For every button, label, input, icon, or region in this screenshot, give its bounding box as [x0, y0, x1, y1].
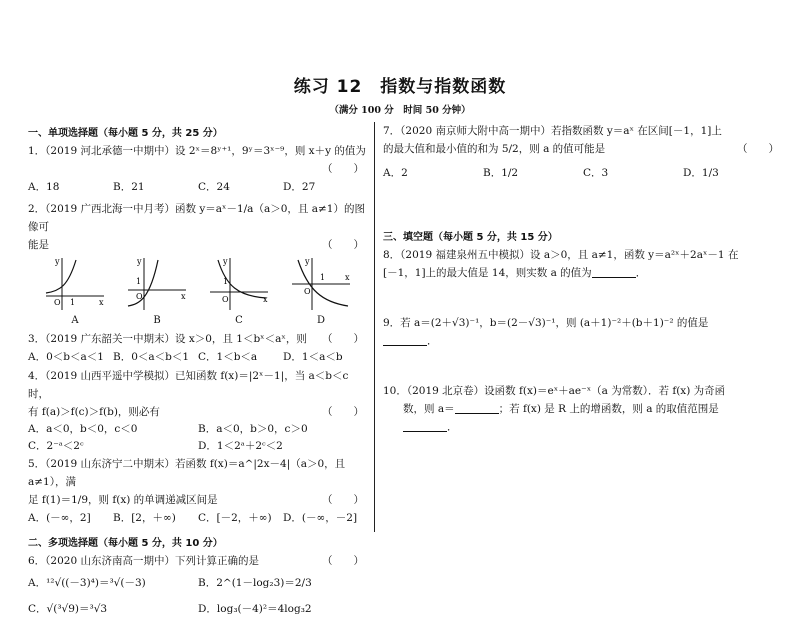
question-3-options: [28, 348, 368, 367]
question-9-stem: 9．若 a＝(2＋√3)⁻¹，b＝(2－√3)⁻¹，则 (a＋1)⁻²＋(b＋1)⁻² 的值是: [383, 317, 709, 329]
column-divider: [374, 122, 375, 532]
option-d: D．27: [283, 181, 316, 193]
answer-bracket: （ ）: [737, 143, 779, 155]
answer-bracket: （ ）: [322, 555, 364, 567]
section-heading-fill-in: 三、填空题（每小题 5 分，共 15 分）: [383, 232, 558, 243]
option-b: B．2^(1－log₂3)＝2/3: [198, 577, 312, 589]
question-8-stem-cont: [－1，1]上的最大值是 14，则实数 a 的值为: [383, 267, 592, 279]
option-a: A．18: [28, 181, 60, 193]
left-column: [28, 118, 368, 622]
question-7-stem: 7．（2020 南京师大附中高一期中）若指数函数 y＝aˣ 在区间[－1，1]上: [383, 125, 722, 137]
option-d: D．log₃(－4)²＝4log₃2: [198, 603, 312, 615]
axis-y-label: y: [223, 257, 228, 266]
axis-x-label: x: [99, 298, 104, 307]
section-heading-multi-choice: 二、多项选择题（每小题 5 分，共 10 分）: [28, 538, 223, 549]
option-a: A．0＜b＜a＜1: [28, 351, 104, 363]
question-10-stem-cont-2: ；若 f(x) 是 R 上的增函数，则 a 的取值范围是: [498, 403, 719, 415]
question-4-stem-cont: 有 f(a)＞f(c)＞f(b)，则必有: [28, 406, 160, 418]
question-3: [28, 330, 368, 367]
question-7: [383, 122, 783, 188]
question-8-stem: 8．（2019 福建泉州五中模拟）设 a＞0，且 a≠1，函数 y＝a²ˣ＋2aˣ－1 在: [383, 249, 739, 261]
tick-one-label: 1: [223, 277, 229, 286]
section-heading-single-choice: 一、单项选择题（每小题 5 分，共 25 分）: [28, 128, 223, 139]
page-subtitle: （满分 100 分 时间 50 分钟）: [329, 105, 471, 116]
origin-label: O: [222, 295, 229, 304]
question-1-stem: 1．（2019 河北承德一中期中）设 2ˣ＝8ʸ⁺¹，9ʸ＝3ˣ⁻⁹，则 x＋y 的值为: [28, 145, 366, 157]
graph-a-label: A: [71, 315, 79, 326]
option-b: B．a＜0，b＞0，c＞0: [198, 423, 308, 435]
option-b: B．[2，＋∞): [113, 512, 176, 524]
answer-bracket: （ ）: [322, 333, 364, 345]
graph-d-plot: [290, 256, 352, 312]
question-6-options: [28, 570, 368, 622]
question-4-options: [28, 421, 368, 455]
origin-label: O: [304, 287, 311, 296]
question-8: [383, 246, 783, 282]
graph-b-label: B: [153, 315, 161, 326]
axis-y-label: y: [137, 257, 142, 266]
tick-one-label: 1: [136, 277, 142, 286]
answer-bracket: （ ）: [322, 494, 364, 506]
question-4-stem: 4．（2019 山西平遥中学模拟）已知函数 f(x)＝|2ˣ－1|，当 a＜b＜c 时，: [28, 370, 349, 400]
question-5-stem-cont: 足 f(1)＝1/9，则 f(x) 的单调递减区间是: [28, 494, 218, 506]
question-1-options: [28, 178, 368, 197]
question-3-stem: 3．（2019 广东韶关一中期末）设 x＞0，且 1＜bˣ＜aˣ，则: [28, 333, 307, 345]
option-b: B．1/2: [483, 167, 519, 179]
graph-c-label: C: [235, 315, 243, 326]
question-2: [28, 200, 368, 330]
axis-x-label: x: [263, 295, 268, 304]
question-10: [383, 382, 783, 436]
question-9: [383, 314, 783, 350]
graph-c: [208, 256, 270, 330]
graph-b-plot: [126, 256, 188, 312]
question-10-stem-cont: 数，则 a＝: [403, 403, 455, 415]
question-2-stem-cont: 能是: [28, 239, 49, 251]
question-2-graphs: [44, 256, 368, 330]
option-c: C．24: [198, 181, 230, 193]
answer-bracket: （ ）: [322, 406, 364, 418]
option-c: C．√(³√9)＝³√3: [28, 603, 108, 615]
question-10-stem: 10．（2019 北京卷）设函数 f(x)＝eˣ＋ae⁻ˣ（a 为常数）．若 f(x) 为奇函: [383, 385, 726, 397]
axis-x-label: x: [345, 273, 350, 282]
answer-blank-2[interactable]: [403, 420, 447, 432]
option-a: A．2: [383, 167, 408, 179]
origin-label: O: [54, 298, 61, 307]
axis-x-label: x: [181, 292, 186, 301]
tick-one-label: 1: [70, 298, 76, 307]
option-a: A．a＜0，b＜0，c＜0: [28, 423, 138, 435]
axis-y-label: y: [305, 257, 310, 266]
sentence-end: ．: [447, 421, 458, 433]
question-4: [28, 367, 368, 455]
option-c: C．1＜b＜a: [198, 351, 258, 363]
answer-blank[interactable]: [592, 266, 636, 278]
question-5: [28, 455, 368, 528]
option-d: D．1＜2ᵃ＋2ᶜ＜2: [198, 440, 283, 452]
option-c: C．[－2，＋∞): [198, 512, 272, 524]
option-d: D．1＜a＜b: [283, 351, 343, 363]
option-c: C．3: [583, 167, 609, 179]
option-b: B．0＜a＜b＜1: [113, 351, 190, 363]
right-column: [383, 118, 783, 436]
sentence-end: ．: [635, 267, 647, 279]
option-d: D．1/3: [683, 167, 719, 179]
graph-d-label: D: [316, 315, 326, 326]
sentence-end: ．: [427, 335, 438, 347]
page-title: 练习 12 指数与指数函数: [293, 77, 507, 97]
question-7-options: [383, 158, 783, 188]
answer-bracket: （ ）: [322, 163, 364, 175]
answer-blank[interactable]: [383, 334, 427, 346]
graph-d: [290, 256, 352, 330]
graph-c-plot: [208, 256, 270, 312]
graph-b: [126, 256, 188, 330]
graph-a: [44, 256, 106, 330]
option-a: A．¹²√((－3)⁴)＝³√(－3): [28, 577, 146, 589]
axis-y-label: y: [55, 257, 60, 266]
tick-one-label: 1: [320, 273, 326, 282]
option-c: C．2⁻ᵃ＜2ᶜ: [28, 440, 84, 452]
answer-blank-1[interactable]: [455, 402, 499, 414]
question-5-stem: 5．（2019 山东济宁二中期末）若函数 f(x)＝a^|2x－4|（a＞0，且 a≠1），满: [28, 458, 346, 488]
option-a: A．(－∞，2]: [28, 512, 91, 524]
option-b: B．21: [113, 181, 145, 193]
graph-a-plot: [44, 256, 106, 312]
question-1: [28, 142, 368, 197]
question-5-options: [28, 509, 368, 528]
question-2-stem: 2．（2019 广西北海一中月考）函数 y＝aˣ－1/a（a＞0，且 a≠1）的图像可: [28, 203, 365, 233]
question-7-stem-cont: 的最大值和最小值的和为 5/2，则 a 的值可能是: [383, 143, 606, 155]
question-6-stem: 6．（2020 山东济南高一期中）下列计算正确的是: [28, 555, 259, 567]
origin-label: O: [136, 292, 143, 301]
answer-bracket: （ ）: [322, 239, 364, 251]
option-d: D．(－∞，－2]: [283, 512, 358, 524]
